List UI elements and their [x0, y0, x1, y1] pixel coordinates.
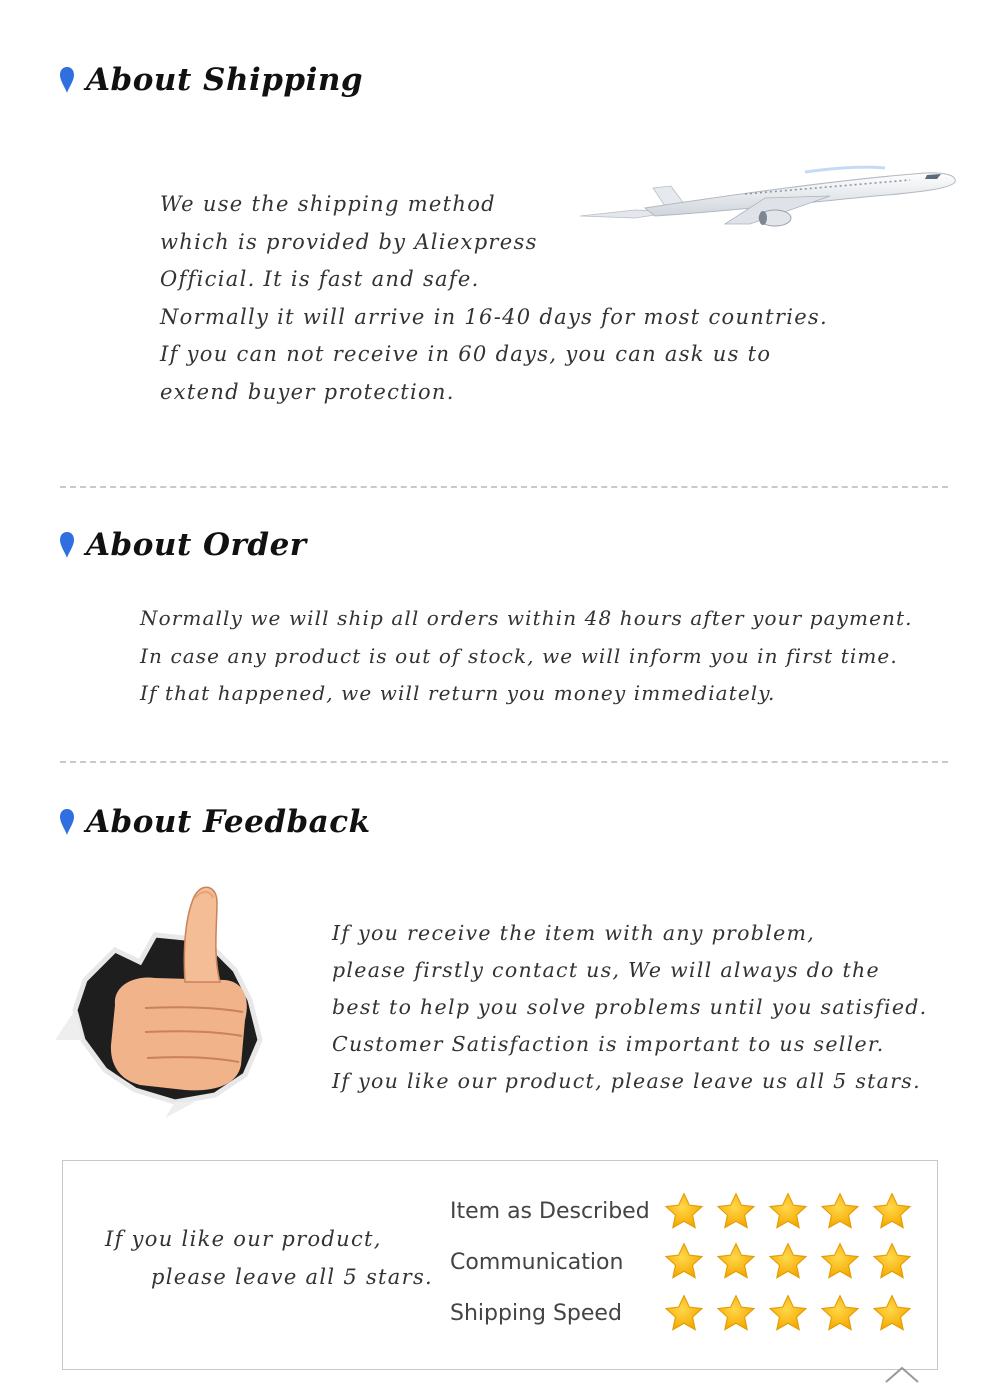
rating-stars-communication — [663, 1241, 913, 1283]
feedback-line: Customer Satisfaction is important to us seller. — [332, 1032, 885, 1056]
feedback-title: About Feedback — [86, 804, 371, 840]
star-icon — [819, 1241, 861, 1283]
chevron-up-icon[interactable] — [880, 1360, 924, 1390]
star-icon — [767, 1191, 809, 1233]
shipping-section-header — [60, 62, 363, 98]
shipping-line: If you can not receive in 60 days, you can ask us to — [160, 342, 772, 366]
order-line: In case any product is out of stock, we will inform you in first time. — [140, 643, 898, 668]
star-icon — [715, 1241, 757, 1283]
order-section-header — [60, 527, 307, 563]
shipping-line: Official. It is fast and safe. — [160, 267, 480, 291]
feedback-section-header — [60, 804, 371, 840]
star-icon — [871, 1191, 913, 1233]
star-icon — [871, 1293, 913, 1335]
star-icon — [871, 1241, 913, 1283]
shipping-line: extend buyer protection. — [160, 379, 455, 404]
rating-prompt-line2: please leave all 5 stars. — [151, 1265, 434, 1289]
feedback-line: If you receive the item with any problem, — [332, 921, 816, 945]
star-icon — [715, 1293, 757, 1335]
order-line: Normally we will ship all orders within 48 hours after your payment. — [140, 606, 913, 630]
rating-prompt-line1: If you like our product, — [105, 1227, 382, 1251]
rating-label-communication: Communication — [450, 1250, 624, 1275]
shipping-line: Normally it will arrive in 16-40 days for most countries. — [160, 304, 828, 329]
map-pin-icon — [60, 809, 74, 835]
feedback-line: please firstly contact us, We will always do the — [332, 958, 880, 982]
star-icon — [767, 1241, 809, 1283]
thumbs-up-icon — [45, 880, 295, 1120]
shipping-title: About Shipping — [86, 62, 364, 98]
star-icon — [819, 1293, 861, 1335]
section-divider — [60, 761, 948, 763]
feedback-text — [332, 915, 927, 1100]
shipping-line: We use the shipping method — [160, 192, 496, 216]
map-pin-icon — [60, 67, 74, 93]
star-icon — [663, 1241, 705, 1283]
order-line: If that happened, we will return you money immediately. — [140, 681, 776, 705]
star-icon — [715, 1191, 757, 1233]
rating-label-shipping-speed: Shipping Speed — [450, 1301, 622, 1326]
rating-stars-item-as-described — [663, 1191, 913, 1233]
section-divider — [60, 486, 948, 488]
rating-label-item-as-described: Item as Described — [450, 1199, 650, 1224]
shipping-line: which is provided by Aliexpress — [160, 229, 538, 254]
star-icon — [663, 1191, 705, 1233]
feedback-line: best to help you solve problems until you satisfied. — [332, 995, 928, 1019]
order-title: About Order — [86, 527, 307, 563]
star-icon — [767, 1293, 809, 1335]
feedback-line: If you like our product, please leave us all 5 stars. — [332, 1069, 921, 1093]
rating-box — [62, 1160, 938, 1370]
airplane-icon — [575, 158, 965, 238]
order-text — [140, 600, 913, 713]
star-icon — [663, 1293, 705, 1335]
map-pin-icon — [60, 532, 74, 558]
rating-stars-shipping-speed — [663, 1293, 913, 1335]
star-icon — [819, 1191, 861, 1233]
